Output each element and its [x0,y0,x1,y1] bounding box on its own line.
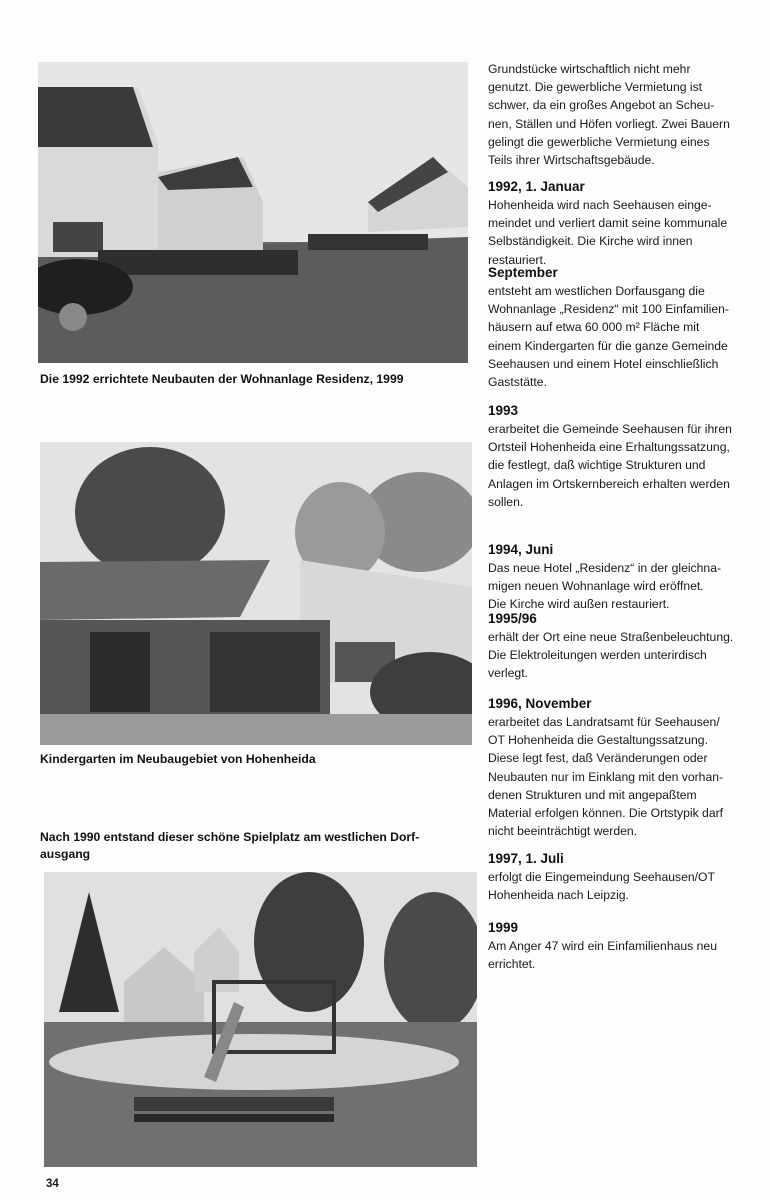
entry-text-line: Wohnanlage „Residenz“ mit 100 Einfamilien- [488,302,729,317]
entry-text-line: verlegt. [488,666,528,681]
photo-caption [40,829,419,863]
entry-text-line: genutzt. Die gewerbliche Vermietung ist [488,80,703,95]
entry-heading: 1994, Juni [488,542,554,557]
entry-heading: 1992, 1. Januar [488,179,585,194]
chronicle-entry [488,919,717,973]
entry-text-line: meindet und verliert damit seine kommunale [488,216,728,231]
entry-text-line: Ortsteil Hohenheida eine Erhaltungssatzung, [488,440,730,455]
photo-kindergarten [40,442,472,745]
photo-playground [44,872,477,1167]
entry-text-line: sollen. [488,494,524,509]
entry-text-line: Neubauten nur im Einklang mit den vorhan- [488,769,724,784]
entry-text-line: Das neue Hotel „Residenz“ in der gleichna- [488,561,722,575]
entry-text-line: erarbeitet das Landratsamt für Seehausen/ [488,715,720,729]
entry-text-line: denen Strukturen und mit angepaßtem [488,787,697,802]
entry-text-line: Teils ihrer Wirtschaftsgebäude. [488,153,655,168]
entry-text-line: entsteht am westlichen Dorfausgang die [488,284,705,298]
entry-text-line: erhält der Ort eine neue Straßenbeleuchtung. [488,630,734,644]
entry-heading: 1997, 1. Juli [488,851,564,866]
entry-text-line: Diese legt fest, daß Veränderungen oder [488,751,708,766]
entry-text-line: OT Hohenheida die Gestaltungssatzung. [488,733,708,748]
photo-residenz-street [38,62,468,363]
entry-text-line: häusern auf etwa 60 000 m² Fläche mit [488,320,700,335]
entry-text-line: die festlegt, daß wichtige Strukturen und [488,458,706,473]
chronicle-entry [488,850,715,904]
entry-text-line: Die Elektroleitungen werden unterirdisch [488,648,707,663]
chronicle-entry [488,610,733,683]
entry-text-line: Seehausen und einem Hotel einschließlich [488,356,719,371]
entry-heading: 1993 [488,403,519,418]
entry-text-line: erfolgt die Eingemeindung Seehausen/OT [488,870,715,884]
entry-heading: 1996, November [488,696,592,711]
entry-text-line: migen neuen Wohnanlage wird eröffnet. [488,579,704,594]
entry-text-line: errichtet. [488,957,536,972]
entry-text-line: gelingt die gewerbliche Vermietung eines [488,134,710,149]
caption-line: ausgang [40,847,91,861]
entry-heading: 1995/96 [488,611,537,626]
entry-text-line: Die Kirche wird außen restauriert. [488,597,670,612]
entry-text-line: Grundstücke wirtschaftlich nicht mehr [488,62,691,76]
photo-caption: Kindergarten im Neubaugebiet von Hohenheida [40,752,316,766]
entry-heading: 1999 [488,920,519,935]
chronicle-entry [488,695,723,840]
entry-text-line: nen, Ställen und Höfen vorliegt. Zwei Bauern [488,116,730,131]
entry-text-line: Anlagen im Ortskernbereich erhalten werden [488,476,730,491]
entry-text-line: erarbeitet die Gemeinde Seehausen für ihren [488,422,732,436]
caption-line: Nach 1990 entstand dieser schöne Spielplatz am westlichen Dorf- [40,830,420,844]
entry-text-line: Gaststätte. [488,375,547,390]
entry-heading: September [488,265,558,280]
chronicle-entry [488,264,729,391]
entry-text-line: Hohenheida wird nach Seehausen einge- [488,198,712,212]
entry-text-line: restauriert. [488,252,547,267]
entry-text-line: einem Kindergarten für die ganze Gemeinde [488,338,728,353]
chronicle-entry [488,178,727,269]
chronicle-entry [488,60,730,169]
entry-text-line: Material erfolgen können. Die Ortstypik darf [488,806,724,821]
entry-text-line: Hohenheida nach Leipzig. [488,888,629,903]
chronicle-entry [488,402,732,511]
entry-text-line: schwer, da ein großes Angebot an Scheu- [488,98,715,113]
entry-text-line: Selbständigkeit. Die Kirche wird innen [488,234,693,249]
page-number: 34 [46,1178,59,1190]
entry-text-line: nicht beeinträchtigt werden. [488,824,638,839]
entry-text-line: Am Anger 47 wird ein Einfamilienhaus neu [488,939,717,953]
chronicle-entry [488,541,721,614]
photo-caption: Die 1992 errichtete Neubauten der Wohnanlage Residenz, 1999 [40,372,404,386]
